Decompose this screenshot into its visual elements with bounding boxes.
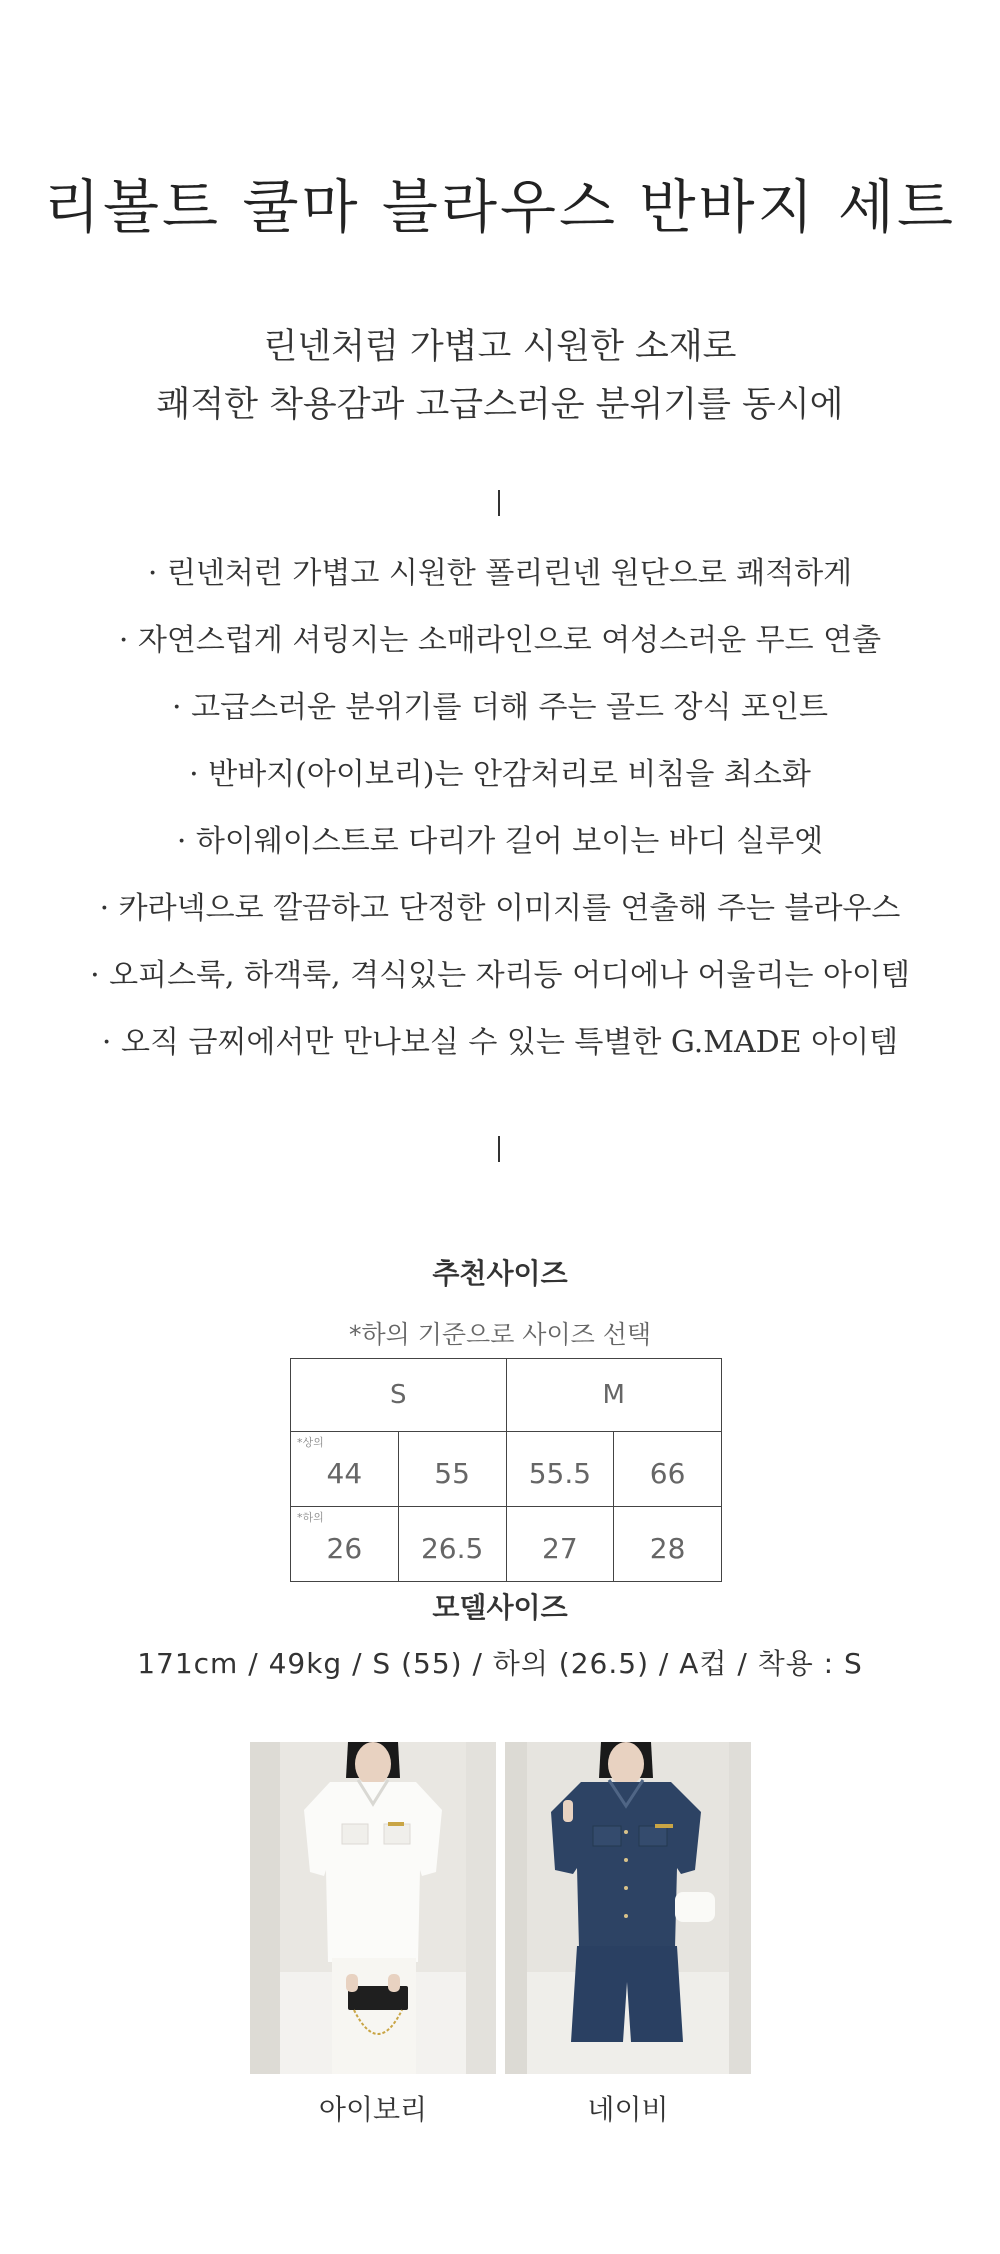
product-title: 리볼트 쿨마 블라우스 반바지 세트 [43, 173, 957, 241]
size-cell: 55.5 [506, 1432, 614, 1507]
navy-product-photo [505, 1742, 751, 2074]
size-cell: 27 [506, 1507, 614, 1582]
divider-bar [498, 490, 500, 516]
size-cell: 26.5 [398, 1507, 506, 1582]
top-size-row [291, 1432, 722, 1507]
size-table [290, 1358, 722, 1582]
size-cell [291, 1432, 399, 1507]
recommended-size-heading: 추천사이즈 [432, 1257, 568, 1290]
feature-item: · 고급스러운 분위기를 더해 주는 골드 장식 포인트 [172, 690, 828, 725]
size-cell [291, 1507, 399, 1582]
size-value: 44 [326, 1457, 363, 1490]
bottom-size-row [291, 1507, 722, 1582]
size-note: *하의 기준으로 사이즈 선택 [349, 1320, 651, 1349]
product-subtitle [0, 318, 1000, 434]
size-value: 26 [326, 1532, 363, 1565]
size-header-s: S [291, 1359, 507, 1432]
subtitle-line-1: 린넨처럼 가볍고 시원한 소재로 [263, 327, 737, 367]
feature-item: · 오직 금찌에서만 만나보실 수 있는 특별한 G.MADE 아이템 [101, 1025, 899, 1060]
divider-bar [498, 1136, 500, 1162]
feature-item: · 카라넥으로 깔끔하고 단정한 이미지를 연출해 주는 블라우스 [99, 891, 901, 926]
feature-item: · 린넨처런 가볍고 시원한 폴리린넨 원단으로 쾌적하게 [147, 556, 853, 591]
size-header-row [291, 1359, 722, 1432]
feature-item: · 반바지(아이보리)는 안감처리로 비침을 최소화 [189, 757, 811, 792]
size-header-m: M [506, 1359, 722, 1432]
feature-item: · 자연스럽게 셔링지는 소매라인으로 여성스러운 무드 연출 [118, 623, 882, 658]
model-size-info: 171cm / 49kg / S (55) / 하의 (26.5) / A컵 / 착용 : S [137, 1647, 863, 1680]
model-size-heading: 모델사이즈 [432, 1591, 568, 1624]
feature-item: · 하이웨이스트로 다리가 길어 보이는 바디 실루엣 [176, 824, 824, 859]
subtitle-line-2: 쾌적한 착용감과 고급스러운 분위기를 동시에 [156, 385, 844, 425]
bottom-label: *하의 [297, 1511, 324, 1524]
size-cell: 28 [614, 1507, 722, 1582]
size-cell: 55 [398, 1432, 506, 1507]
feature-list [0, 540, 1000, 1076]
color-label-ivory: 아이보리 [318, 2093, 428, 2126]
feature-item: · 오피스룩, 하객룩, 격식있는 자리등 어디에나 어울리는 아이템 [90, 958, 910, 993]
color-label-navy: 네이비 [587, 2093, 669, 2126]
size-cell: 66 [614, 1432, 722, 1507]
ivory-product-photo [250, 1742, 496, 2074]
top-label: *상의 [297, 1436, 324, 1449]
